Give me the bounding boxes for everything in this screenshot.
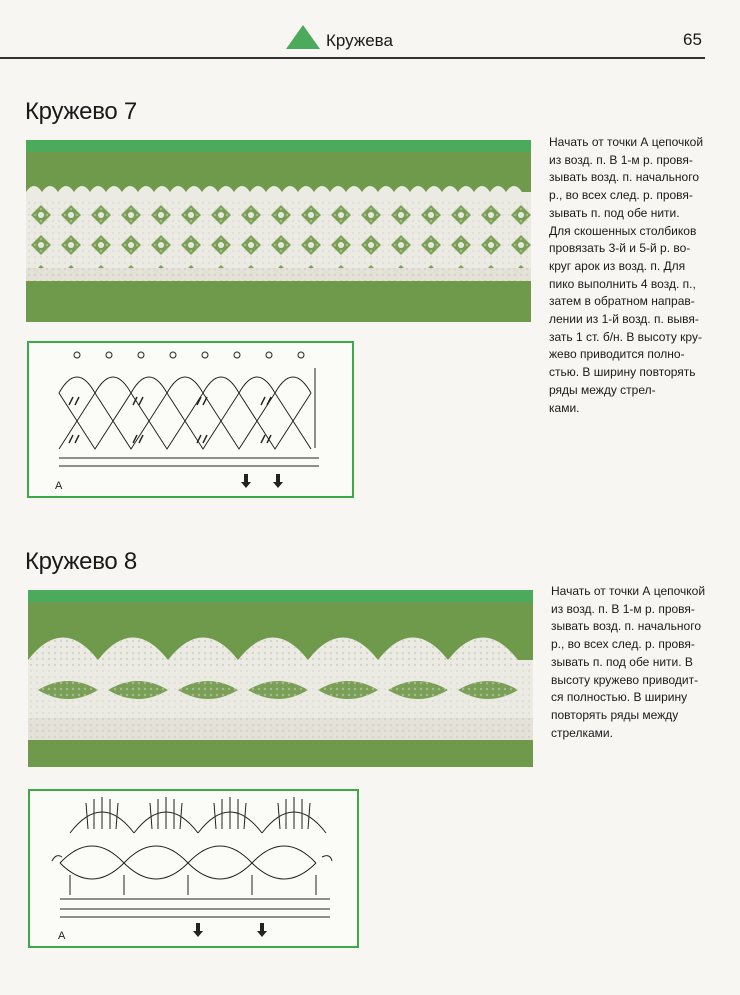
page-number: 65 — [683, 30, 702, 49]
lace-8-title: Кружево 8 — [25, 548, 137, 575]
section-title: Кружева — [326, 31, 393, 50]
lace-7-diagram-start-label: A — [55, 480, 63, 492]
lace-7-title: Кружево 7 — [25, 98, 137, 125]
lace-7-diagram — [27, 341, 354, 498]
triangle-icon — [285, 24, 321, 50]
lace-8-diagram — [28, 789, 359, 948]
lace-8-photo — [28, 590, 533, 767]
header-divider — [0, 57, 705, 59]
lace-8-diagram-start-label: A — [58, 930, 66, 942]
lace-7-description: Начать от точки А цепочкой из возд. п. В 1-м р. провя- зывать возд. п. начального р., во всех след. р. провя- зывать п. под обе нити. Для скошенных столбиков провязать 3-й и 5-й р. во- круг арок из возд. п. Для пико выполнить 4 возд. п., затем в обратном направ- лении из 1-й возд. п. вывя- зать 1 ст. б/н. В высоту кру- жево приводится полно- стью. В ширину повторять ряды между стрел- ками. — [549, 135, 704, 415]
lace-7-photo — [26, 140, 531, 322]
lace-8-description: Начать от точки А цепочкой из возд. п. В 1-м р. провя- зывать возд. п. начального р., во всех след. р. провя- зывать п. под обе нити. В высоту кружево приводит- ся полностью. В ширину повторять ряды между стрелками. — [551, 584, 706, 740]
